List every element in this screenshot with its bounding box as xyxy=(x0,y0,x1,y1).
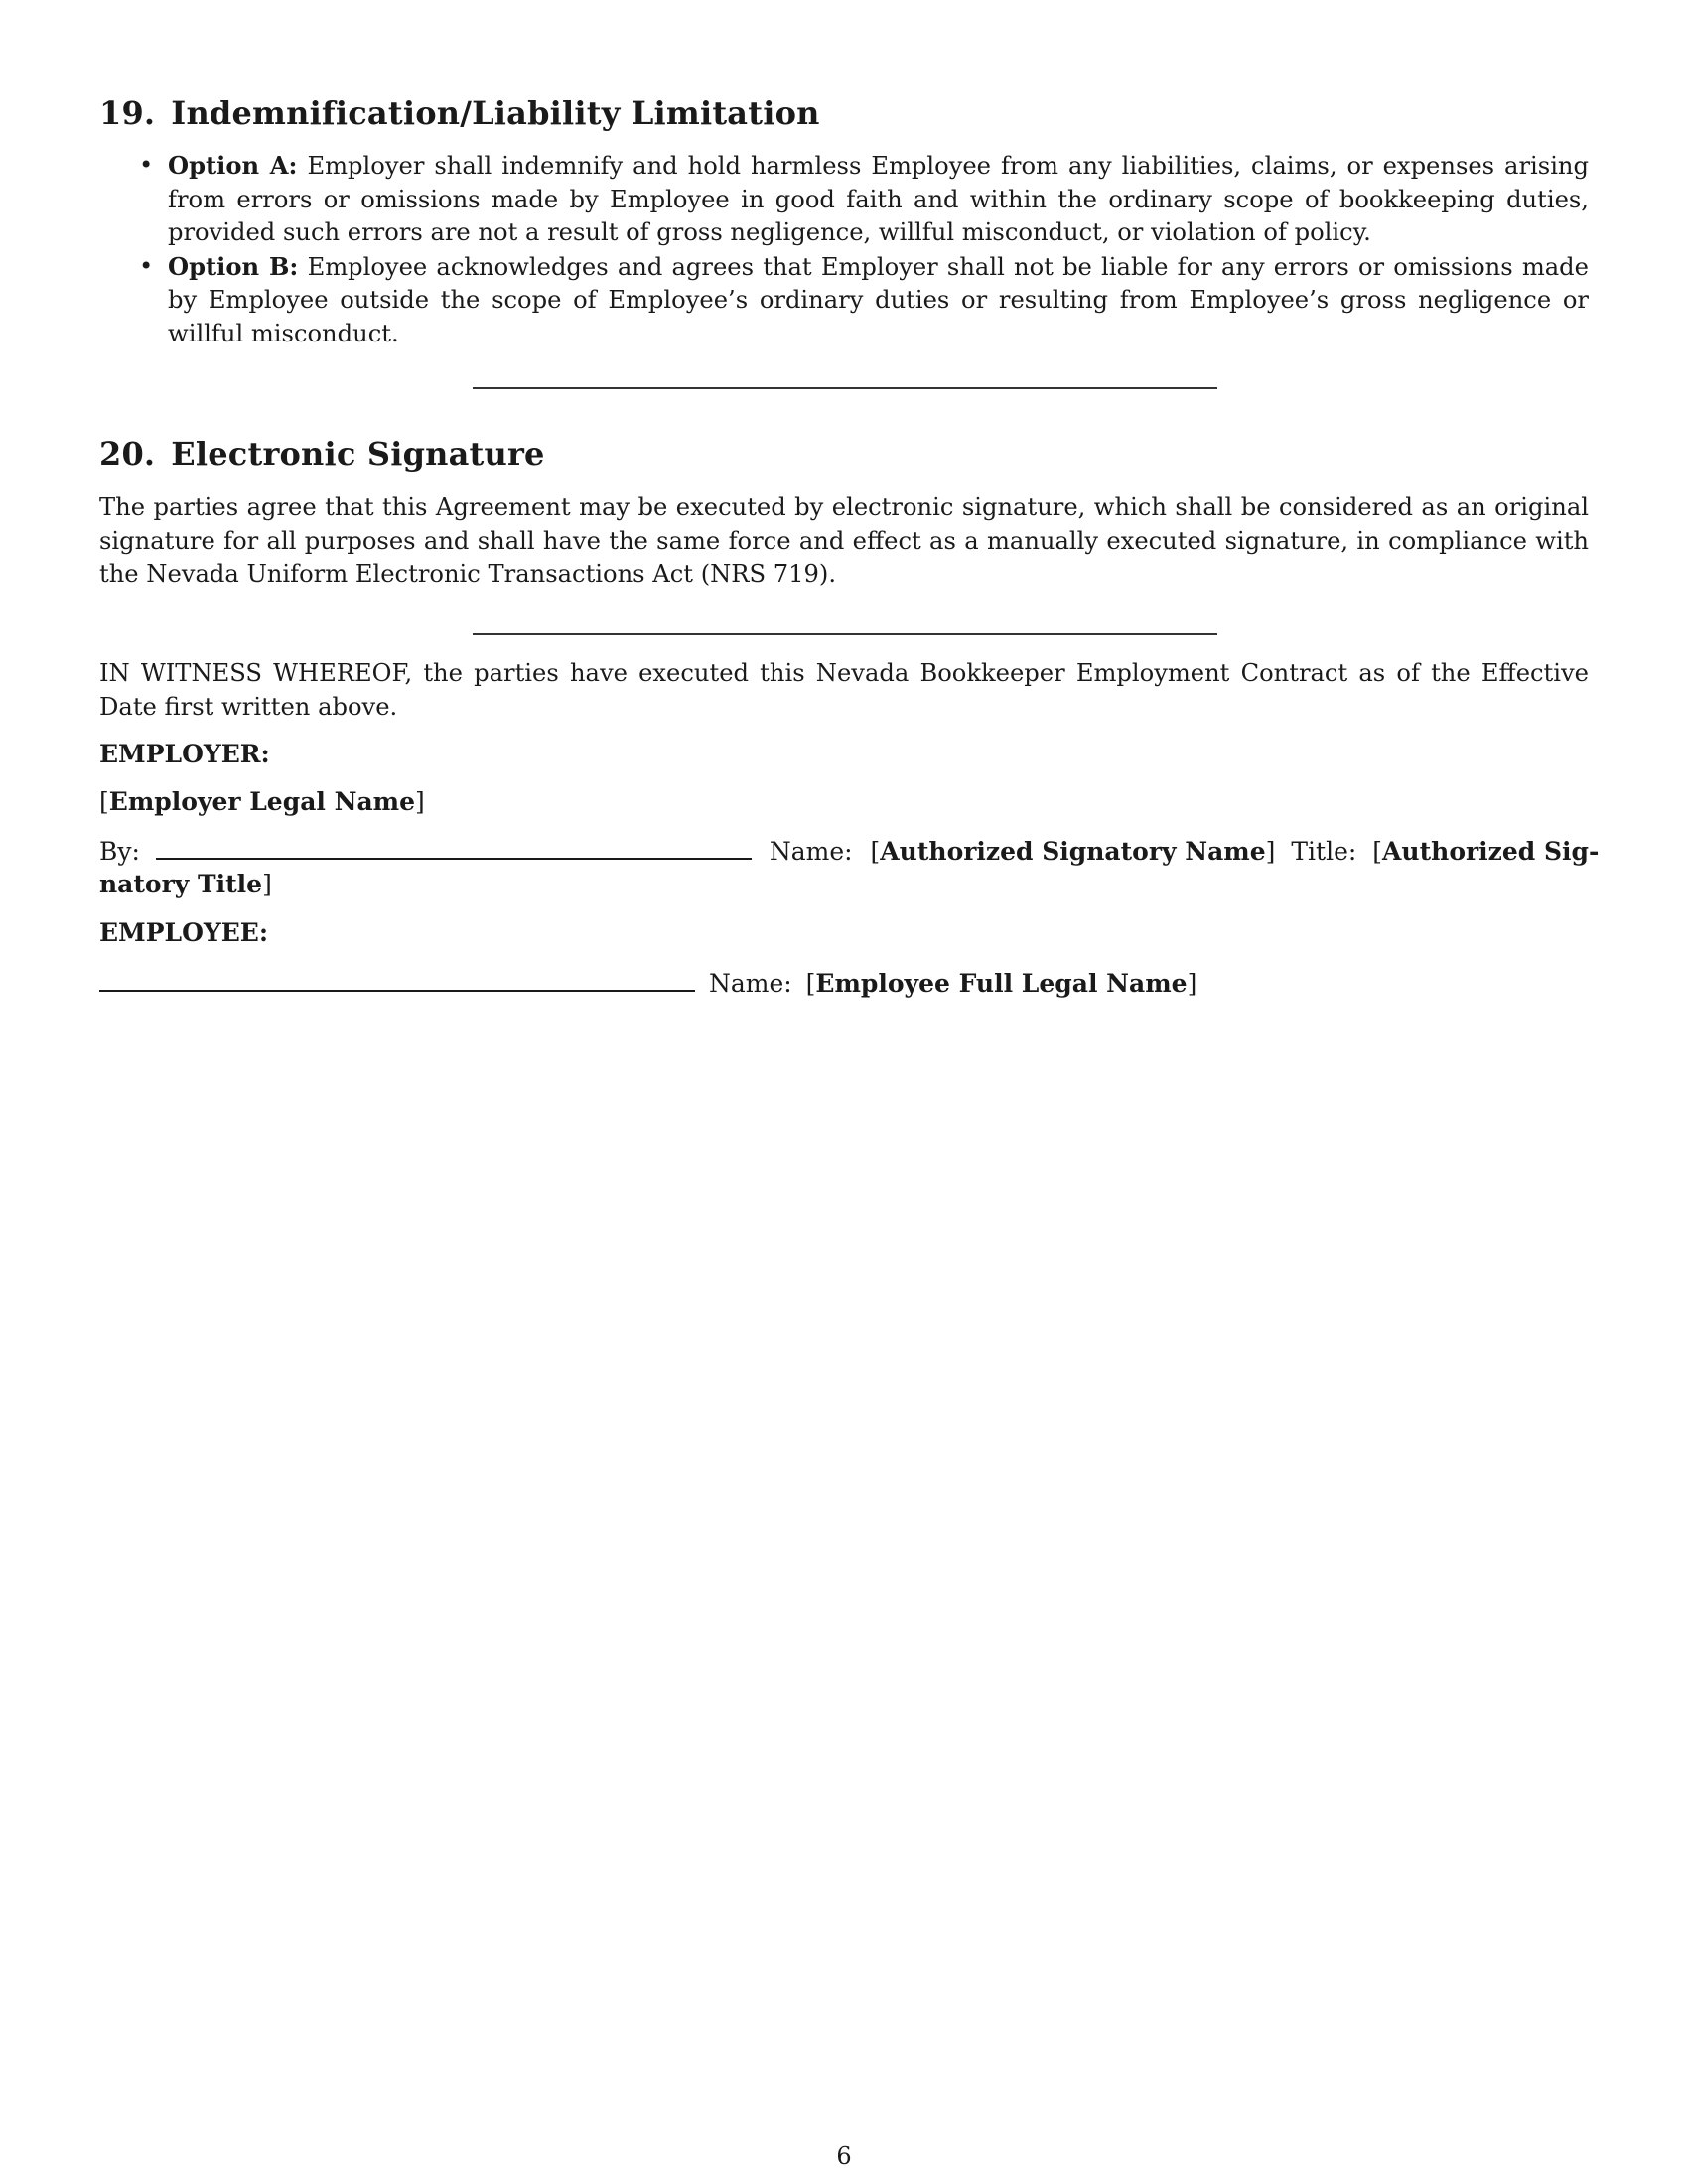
bullet-icon: • xyxy=(139,151,154,179)
employer-signature-line xyxy=(99,836,1599,866)
option-a-item xyxy=(99,149,1589,250)
bracket-close: ] xyxy=(1187,969,1197,998)
section-divider xyxy=(473,633,1217,635)
section-19-number: 19. xyxy=(99,94,156,132)
bracket-open: [ xyxy=(99,787,109,816)
employer-signature-field[interactable] xyxy=(156,836,752,860)
section-19-options xyxy=(99,149,1589,350)
option-b-label: Option B: xyxy=(168,251,299,281)
employee-label: EMPLOYEE: xyxy=(99,918,269,947)
option-a-label: Option A: xyxy=(168,151,298,180)
section-19-title: Indemnification/Liability Limitation xyxy=(171,94,820,132)
section-19-heading xyxy=(99,94,820,132)
by-label: By: xyxy=(99,837,140,866)
employer-name-label: Name: xyxy=(769,837,853,866)
employer-signatory-title-part1: Authorized Sig- xyxy=(1382,837,1600,866)
option-a-text: Employer shall indemnify and hold harmless Employee from any liabilities, claims, or expenses arising from errors or omissions made by Employee in good faith and within the ordinary scope of bookkeeping duties, provided such errors are not a result of gross negligence, willful misconduct, or violation of policy. xyxy=(168,152,1589,246)
employer-signatory-name: Authorized Signatory Name xyxy=(880,837,1266,866)
employee-full-legal-name: Employee Full Legal Name xyxy=(815,969,1188,998)
employee-name-label: Name: xyxy=(708,969,792,998)
option-b-text: Employee acknowledges and agrees that Employer shall not be liable for any errors or omissions made by Employee outside the scope of Employee’s ordinary duties or resulting from Employee’s gross negligence or willful misconduct. xyxy=(168,252,1589,347)
bullet-icon: • xyxy=(139,251,154,280)
employer-legal-name xyxy=(99,787,425,816)
section-divider xyxy=(473,387,1217,389)
bracket-open: [ xyxy=(805,969,816,998)
employer-label: EMPLOYER: xyxy=(99,740,270,768)
bracket-close: ] xyxy=(415,787,425,816)
bracket-close: ] xyxy=(262,870,272,898)
employer-legal-name-value: Employer Legal Name xyxy=(108,787,416,816)
bracket-close: ] xyxy=(1265,837,1276,866)
witness-clause: IN WITNESS WHEREOF, the parties have executed this Nevada Bookkeeper Employment Contract as of the Effective Date first written above. xyxy=(99,659,1589,721)
employer-signatory-title-part2: natory Title xyxy=(99,870,263,898)
page-number: 6 xyxy=(836,2142,852,2170)
section-20-number: 20. xyxy=(99,435,156,473)
section-20-text: The parties agree that this Agreement may be executed by electronic signature, which shall be considered as an original signature for all purposes and shall have the same force and effect as a manually executed signature, in compliance with the Nevada Uniform Electronic Transactions Act (NRS 719). xyxy=(99,493,1589,588)
section-20-title: Electronic Signature xyxy=(171,435,545,473)
employee-signature-line xyxy=(99,968,1196,998)
employer-title-label: Title: xyxy=(1291,837,1357,866)
bracket-open: [ xyxy=(870,837,881,866)
employer-title-continued xyxy=(99,870,272,898)
option-b-item xyxy=(99,250,1589,351)
bracket-open: [ xyxy=(1372,837,1383,866)
section-20-heading xyxy=(99,435,545,473)
employee-signature-field[interactable] xyxy=(99,968,695,992)
